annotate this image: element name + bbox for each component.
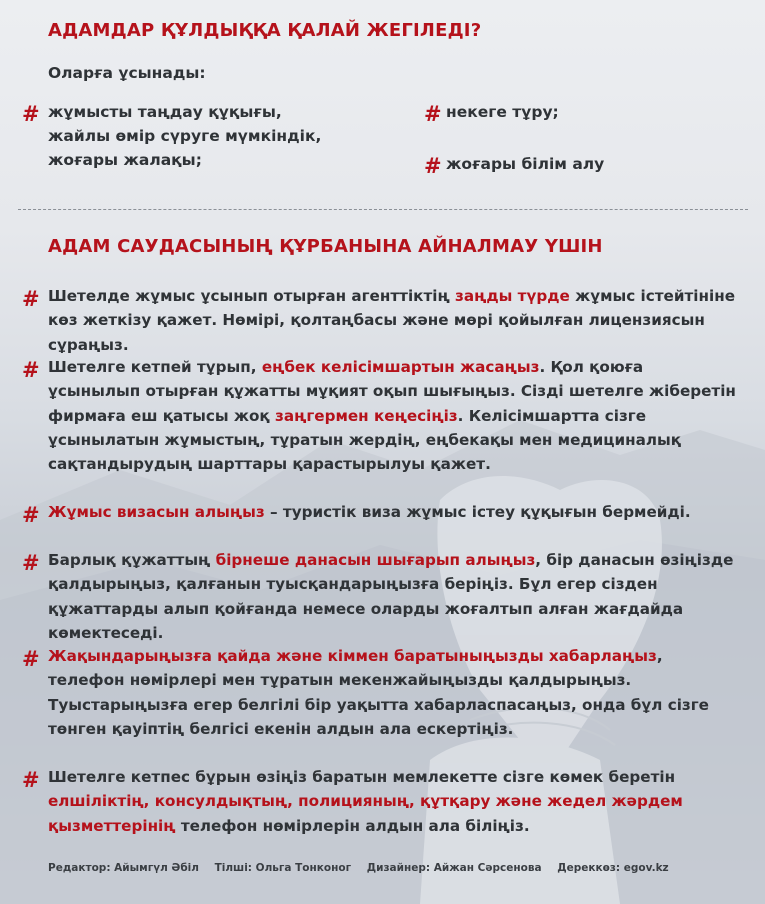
section1-title: АДАМДАР ҚҰЛДЫҚҚА ҚАЛАЙ ЖЕГІЛЕДІ? [48, 20, 482, 41]
highlight-text: Жақындарыңызға қайда және кіммен баратыныңызды хабарлаңыз [48, 647, 657, 665]
credit-editor: Редактор: Айымгүл Әбіл [48, 862, 199, 874]
credit-designer: Дизайнер: Айжан Сәрсенова [366, 862, 542, 874]
hash-bullet-icon: # [22, 647, 40, 671]
hash-bullet-icon: # [22, 102, 40, 126]
tip-item: Шетелге кетпей тұрып, еңбек келісімшартын жасаңыз. Қол қоюға ұсынылып отырған құжатты мұқият оқып шығыңыз. Сізді шетелге жіберетін фирмаға еш қатысы жоқ заңгермен кеңесіңіз. Келісімшартта сізге ұсынылатын жұмыстың, тұратын жердің, еңбекақы мен медициналық сақтандырудың шарттары қарастырылуы қажет. [48, 358, 736, 474]
intro-text: Оларға ұсынады: [48, 64, 206, 82]
tip-item: Шетелге кетпес бұрын өзіңіз баратын мемлекетте сізге көмек беретін елшіліктің, консулдықтың, полицияның, құтқару және жедел жәрдем қызметтерінің телефон нөмірлерін алдын ала біліңіз. [48, 768, 683, 835]
offer-item: жұмысты таңдау құқығы, [48, 103, 282, 121]
highlight-text: бірнеше данасын шығарып алыңыз [215, 551, 536, 569]
credits-line [48, 862, 681, 874]
offer-item: жайлы өмір сүруге мүмкіндік, [48, 127, 322, 145]
highlight-text: заңгермен кеңесіңіз [275, 406, 458, 425]
highlight-text: заңды түрде [455, 287, 570, 305]
hash-bullet-icon: # [424, 102, 442, 126]
tip-item: Жұмыс визасын алыңыз – туристік виза жұмыс істеу құқығын бермейді. [48, 503, 691, 521]
dashed-divider [18, 209, 748, 210]
section2-title: АДАМ САУДАСЫНЫҢ ҚҰРБАНЫНА АЙНАЛМАУ ҮШІН [48, 236, 603, 257]
offer-item: жоғары жалақы; [48, 151, 202, 169]
offer-item: жоғары білім алу [446, 155, 605, 173]
hash-bullet-icon: # [22, 358, 40, 382]
offers-left-list [48, 100, 321, 172]
credit-source: Дереккөз: egov.kz [557, 862, 669, 874]
highlight-text: елшіліктің, консулдықтың, полицияның, құтқару және жедел жәрдем қызметтерінің [48, 792, 683, 835]
highlight-text: Жұмыс визасын алыңыз [48, 503, 265, 521]
tip-item: Жақындарыңызға қайда және кіммен баратыныңызды хабарлаңыз, телефон нөмірлері мен тұратын мекенжайыңызды қалдырыңыз. Туыстарыңызға егер белгілі бір уақытта хабарласпасаңыз, онда бұл сізге төнген қауіптің белгісі екенін алдын ала ескертіңіз. [48, 647, 709, 738]
highlight-text: еңбек келісімшартын жасаңыз [261, 358, 540, 376]
hash-bullet-icon: # [22, 551, 40, 575]
hash-bullet-icon: # [22, 768, 40, 792]
offer-item: некеге тұру; [446, 103, 559, 121]
hash-bullet-icon: # [22, 287, 40, 311]
hash-bullet-icon: # [22, 503, 40, 527]
tip-item: Барлық құжаттың бірнеше данасын шығарып алыңыз, бір данасын өзіңізде қалдырыңыз, қалғанын туысқандарыңызға беріңіз. Бұл егер сізден құжаттарды алып қойғанда немесе оларды жоғалтып алған жағдайда көмектеседі. [48, 551, 734, 642]
credit-translator: Тілші: Ольга Тонконог [214, 862, 352, 874]
tip-item: Шетелде жұмыс ұсынып отырған агенттіктің заңды түрде жұмыс істейтініне көз жеткізу қажет. Нөмірі, қолтаңбасы және мөрі қойылған лицензиясын сұраңыз. [48, 287, 735, 354]
hash-bullet-icon: # [424, 154, 442, 178]
